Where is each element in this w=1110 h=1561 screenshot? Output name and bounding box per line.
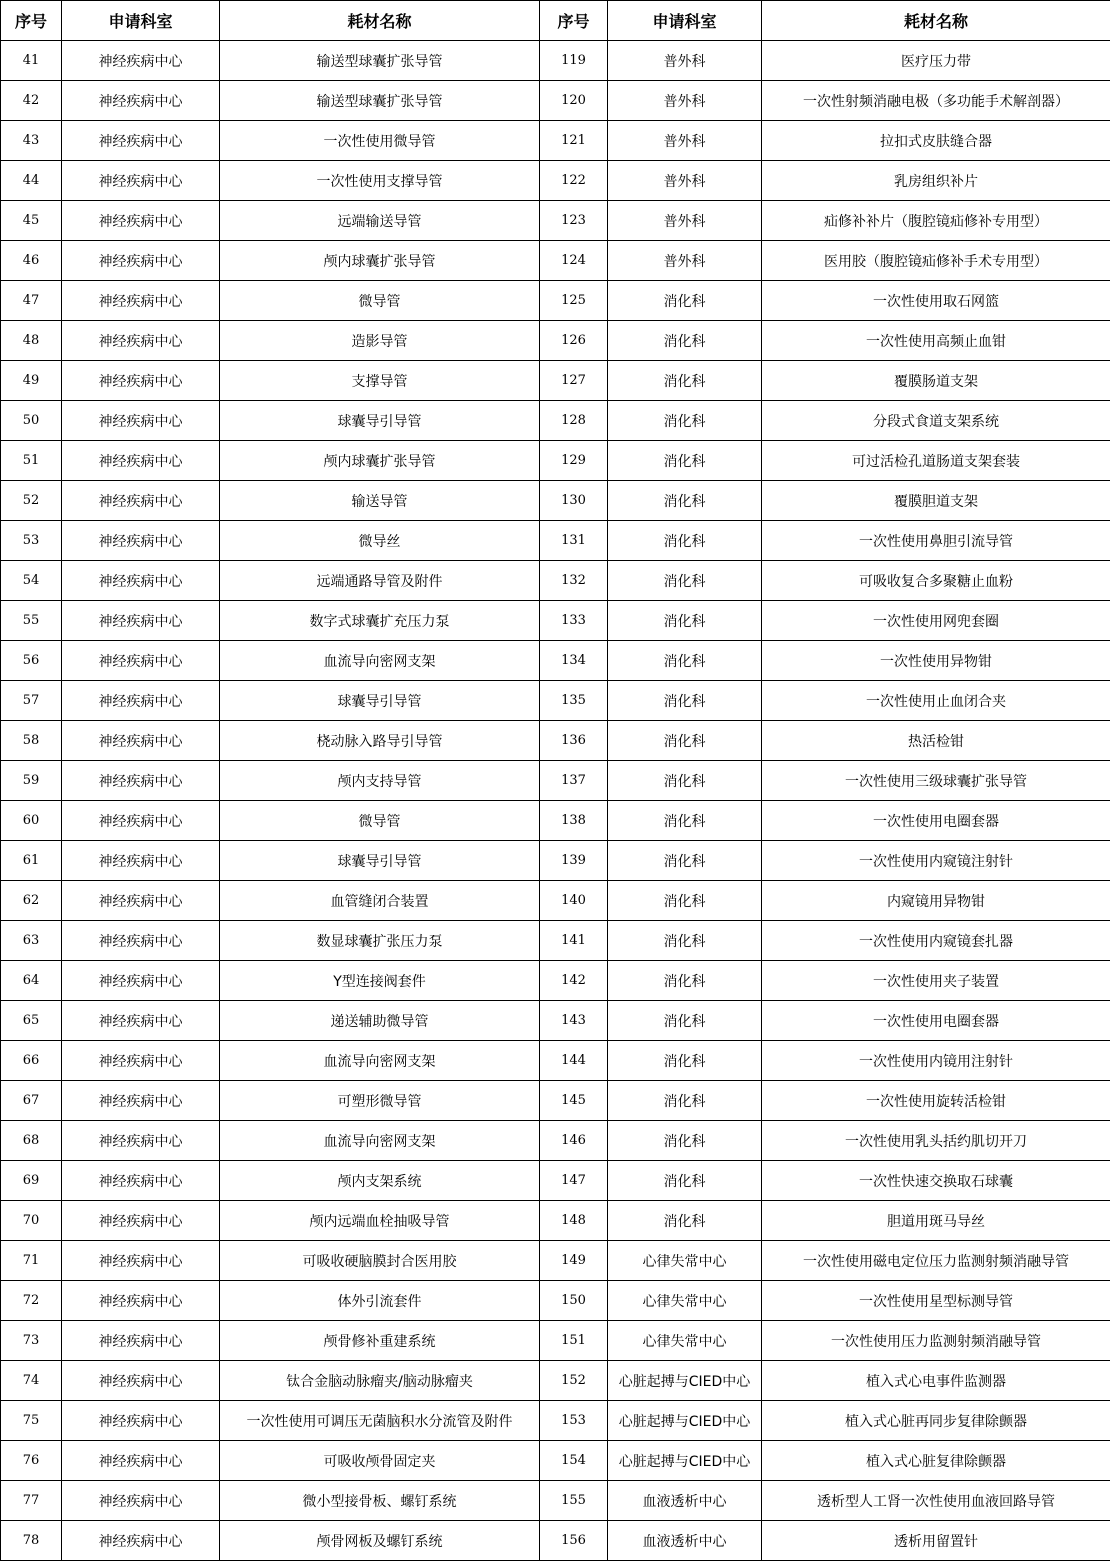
cell-seq-right: 150 xyxy=(540,1281,608,1321)
table-row xyxy=(1,761,1110,801)
table-row xyxy=(1,1161,1110,1201)
table-row xyxy=(1,401,1110,441)
cell-seq-left: 71 xyxy=(1,1241,62,1281)
table-row xyxy=(1,241,1110,281)
cell-dept-right: 消化科 xyxy=(608,401,762,441)
cell-seq-left: 76 xyxy=(1,1441,62,1481)
header-row xyxy=(1,1,1110,41)
cell-seq-right: 151 xyxy=(540,1321,608,1361)
cell-seq-left: 69 xyxy=(1,1161,62,1201)
cell-seq-right: 135 xyxy=(540,681,608,721)
table-row xyxy=(1,881,1110,921)
table-row xyxy=(1,1321,1110,1361)
cell-dept-right: 消化科 xyxy=(608,1041,762,1081)
cell-dept-right: 消化科 xyxy=(608,1201,762,1241)
table-row xyxy=(1,201,1110,241)
cell-dept-right: 消化科 xyxy=(608,801,762,841)
cell-dept-right: 消化科 xyxy=(608,321,762,361)
cell-dept-left: 神经疾病中心 xyxy=(62,1161,220,1201)
cell-item-left: 造影导管 xyxy=(220,321,540,361)
cell-item-left: 输送型球囊扩张导管 xyxy=(220,41,540,81)
cell-item-left: 一次性使用支撑导管 xyxy=(220,161,540,201)
cell-item-left: Y型连接阀套件 xyxy=(220,961,540,1001)
cell-seq-left: 57 xyxy=(1,681,62,721)
cell-dept-left: 神经疾病中心 xyxy=(62,921,220,961)
cell-seq-left: 78 xyxy=(1,1521,62,1561)
cell-dept-right: 普外科 xyxy=(608,121,762,161)
cell-dept-left: 神经疾病中心 xyxy=(62,81,220,121)
cell-item-left: 一次性使用微导管 xyxy=(220,121,540,161)
cell-dept-right: 心律失常中心 xyxy=(608,1321,762,1361)
cell-item-right: 一次性使用止血闭合夹 xyxy=(762,681,1110,721)
cell-dept-left: 神经疾病中心 xyxy=(62,881,220,921)
cell-seq-left: 61 xyxy=(1,841,62,881)
cell-dept-left: 神经疾病中心 xyxy=(62,281,220,321)
cell-item-right: 胆道用斑马导丝 xyxy=(762,1201,1110,1241)
table-row xyxy=(1,1441,1110,1481)
cell-item-right: 热活检钳 xyxy=(762,721,1110,761)
cell-seq-right: 134 xyxy=(540,641,608,681)
cell-dept-left: 神经疾病中心 xyxy=(62,121,220,161)
cell-seq-left: 48 xyxy=(1,321,62,361)
cell-item-left: 颅内支架系统 xyxy=(220,1161,540,1201)
cell-item-left: 可塑形微导管 xyxy=(220,1081,540,1121)
table-row xyxy=(1,321,1110,361)
cell-seq-right: 120 xyxy=(540,81,608,121)
cell-item-right: 一次性使用磁电定位压力监测射频消融导管 xyxy=(762,1241,1110,1281)
cell-dept-left: 神经疾病中心 xyxy=(62,601,220,641)
cell-seq-left: 64 xyxy=(1,961,62,1001)
table-body xyxy=(1,41,1110,1561)
cell-item-right: 覆膜胆道支架 xyxy=(762,481,1110,521)
cell-dept-right: 心律失常中心 xyxy=(608,1241,762,1281)
cell-item-right: 一次性使用内镜用注射针 xyxy=(762,1041,1110,1081)
cell-seq-right: 121 xyxy=(540,121,608,161)
cell-item-left: 可吸收颅骨固定夹 xyxy=(220,1441,540,1481)
cell-seq-left: 52 xyxy=(1,481,62,521)
cell-item-right: 疝修补补片（腹腔镜疝修补专用型） xyxy=(762,201,1110,241)
cell-item-left: 血流导向密网支架 xyxy=(220,1041,540,1081)
cell-seq-left: 56 xyxy=(1,641,62,681)
cell-dept-left: 神经疾病中心 xyxy=(62,481,220,521)
cell-dept-right: 消化科 xyxy=(608,921,762,961)
table-row xyxy=(1,721,1110,761)
cell-item-left: 颅骨网板及螺钉系统 xyxy=(220,1521,540,1561)
table-row xyxy=(1,1401,1110,1441)
cell-item-left: 血流导向密网支架 xyxy=(220,1121,540,1161)
cell-seq-left: 59 xyxy=(1,761,62,801)
cell-item-right: 一次性使用异物钳 xyxy=(762,641,1110,681)
cell-seq-right: 125 xyxy=(540,281,608,321)
cell-seq-right: 131 xyxy=(540,521,608,561)
cell-dept-left: 神经疾病中心 xyxy=(62,841,220,881)
header-item-right: 耗材名称 xyxy=(762,1,1110,41)
cell-seq-right: 132 xyxy=(540,561,608,601)
cell-dept-right: 普外科 xyxy=(608,81,762,121)
cell-item-left: 钛合金脑动脉瘤夹/脑动脉瘤夹 xyxy=(220,1361,540,1401)
cell-item-right: 一次性使用三级球囊扩张导管 xyxy=(762,761,1110,801)
cell-seq-right: 153 xyxy=(540,1401,608,1441)
cell-item-left: 输送导管 xyxy=(220,481,540,521)
cell-seq-left: 62 xyxy=(1,881,62,921)
cell-item-right: 一次性使用网兜套圈 xyxy=(762,601,1110,641)
header-seq-left: 序号 xyxy=(1,1,62,41)
cell-dept-right: 消化科 xyxy=(608,961,762,1001)
cell-dept-left: 神经疾病中心 xyxy=(62,1401,220,1441)
cell-dept-left: 神经疾病中心 xyxy=(62,201,220,241)
table-row xyxy=(1,121,1110,161)
cell-dept-right: 血液透析中心 xyxy=(608,1481,762,1521)
cell-item-left: 远端输送导管 xyxy=(220,201,540,241)
cell-dept-left: 神经疾病中心 xyxy=(62,1361,220,1401)
table-row xyxy=(1,801,1110,841)
header-item-left: 耗材名称 xyxy=(220,1,540,41)
cell-seq-left: 45 xyxy=(1,201,62,241)
cell-dept-right: 消化科 xyxy=(608,761,762,801)
cell-item-left: 颅内球囊扩张导管 xyxy=(220,441,540,481)
cell-item-left: 远端通路导管及附件 xyxy=(220,561,540,601)
cell-seq-right: 149 xyxy=(540,1241,608,1281)
cell-seq-left: 55 xyxy=(1,601,62,641)
cell-seq-left: 77 xyxy=(1,1481,62,1521)
cell-item-left: 血管缝闭合装置 xyxy=(220,881,540,921)
cell-dept-left: 神经疾病中心 xyxy=(62,321,220,361)
table-row xyxy=(1,481,1110,521)
cell-item-right: 覆膜肠道支架 xyxy=(762,361,1110,401)
cell-dept-left: 神经疾病中心 xyxy=(62,801,220,841)
cell-dept-left: 神经疾病中心 xyxy=(62,1001,220,1041)
cell-item-right: 内窥镜用异物钳 xyxy=(762,881,1110,921)
cell-seq-right: 140 xyxy=(540,881,608,921)
cell-dept-right: 心律失常中心 xyxy=(608,1281,762,1321)
table-row xyxy=(1,281,1110,321)
cell-dept-left: 神经疾病中心 xyxy=(62,1241,220,1281)
cell-dept-left: 神经疾病中心 xyxy=(62,721,220,761)
cell-item-left: 微导丝 xyxy=(220,521,540,561)
table-row xyxy=(1,161,1110,201)
cell-dept-right: 心脏起搏与CIED中心 xyxy=(608,1361,762,1401)
cell-seq-right: 156 xyxy=(540,1521,608,1561)
cell-dept-right: 消化科 xyxy=(608,1161,762,1201)
cell-seq-left: 60 xyxy=(1,801,62,841)
cell-dept-right: 消化科 xyxy=(608,1121,762,1161)
cell-item-left: 微小型接骨板、螺钉系统 xyxy=(220,1481,540,1521)
cell-dept-right: 普外科 xyxy=(608,41,762,81)
cell-item-right: 拉扣式皮肤缝合器 xyxy=(762,121,1110,161)
cell-dept-right: 心脏起搏与CIED中心 xyxy=(608,1401,762,1441)
cell-dept-right: 普外科 xyxy=(608,161,762,201)
cell-dept-left: 神经疾病中心 xyxy=(62,1321,220,1361)
cell-seq-left: 54 xyxy=(1,561,62,601)
header-dept-right: 申请科室 xyxy=(608,1,762,41)
cell-item-left: 体外引流套件 xyxy=(220,1281,540,1321)
cell-dept-left: 神经疾病中心 xyxy=(62,441,220,481)
cell-dept-left: 神经疾病中心 xyxy=(62,1201,220,1241)
cell-item-right: 医疗压力带 xyxy=(762,41,1110,81)
cell-dept-right: 消化科 xyxy=(608,521,762,561)
cell-item-left: 微导管 xyxy=(220,281,540,321)
table-row xyxy=(1,641,1110,681)
cell-item-right: 一次性使用取石网篮 xyxy=(762,281,1110,321)
cell-seq-right: 147 xyxy=(540,1161,608,1201)
cell-seq-left: 44 xyxy=(1,161,62,201)
cell-item-left: 支撑导管 xyxy=(220,361,540,401)
cell-seq-right: 144 xyxy=(540,1041,608,1081)
cell-seq-left: 49 xyxy=(1,361,62,401)
table-row xyxy=(1,961,1110,1001)
cell-item-right: 一次性使用星型标测导管 xyxy=(762,1281,1110,1321)
cell-seq-right: 130 xyxy=(540,481,608,521)
cell-item-right: 一次性射频消融电极（多功能手术解剖器） xyxy=(762,81,1110,121)
cell-dept-left: 神经疾病中心 xyxy=(62,681,220,721)
cell-seq-left: 58 xyxy=(1,721,62,761)
cell-item-right: 植入式心脏复律除颤器 xyxy=(762,1441,1110,1481)
cell-dept-right: 普外科 xyxy=(608,201,762,241)
cell-item-left: 球囊导引导管 xyxy=(220,401,540,441)
cell-dept-right: 血液透析中心 xyxy=(608,1521,762,1561)
cell-seq-left: 47 xyxy=(1,281,62,321)
cell-dept-left: 神经疾病中心 xyxy=(62,401,220,441)
cell-seq-left: 67 xyxy=(1,1081,62,1121)
table-row xyxy=(1,1361,1110,1401)
cell-seq-left: 74 xyxy=(1,1361,62,1401)
table-row xyxy=(1,681,1110,721)
cell-item-right: 一次性使用内窥镜套扎器 xyxy=(762,921,1110,961)
cell-seq-right: 123 xyxy=(540,201,608,241)
cell-seq-right: 136 xyxy=(540,721,608,761)
table-row xyxy=(1,1281,1110,1321)
cell-seq-left: 50 xyxy=(1,401,62,441)
cell-item-left: 桡动脉入路导引导管 xyxy=(220,721,540,761)
cell-item-right: 一次性使用鼻胆引流导管 xyxy=(762,521,1110,561)
cell-item-left: 颅内球囊扩张导管 xyxy=(220,241,540,281)
cell-seq-right: 139 xyxy=(540,841,608,881)
cell-dept-right: 心脏起搏与CIED中心 xyxy=(608,1441,762,1481)
cell-dept-left: 神经疾病中心 xyxy=(62,161,220,201)
table-row xyxy=(1,1521,1110,1561)
cell-seq-left: 51 xyxy=(1,441,62,481)
cell-dept-left: 神经疾病中心 xyxy=(62,1041,220,1081)
cell-item-right: 一次性使用压力监测射频消融导管 xyxy=(762,1321,1110,1361)
cell-dept-left: 神经疾病中心 xyxy=(62,961,220,1001)
cell-item-right: 可过活检孔道肠道支架套装 xyxy=(762,441,1110,481)
table-row xyxy=(1,841,1110,881)
cell-dept-left: 神经疾病中心 xyxy=(62,241,220,281)
header-seq-right: 序号 xyxy=(540,1,608,41)
cell-seq-left: 70 xyxy=(1,1201,62,1241)
table-row xyxy=(1,1481,1110,1521)
cell-seq-right: 152 xyxy=(540,1361,608,1401)
cell-item-right: 一次性使用乳头括约肌切开刀 xyxy=(762,1121,1110,1161)
cell-seq-right: 126 xyxy=(540,321,608,361)
table-row xyxy=(1,1121,1110,1161)
cell-dept-right: 消化科 xyxy=(608,641,762,681)
cell-item-right: 乳房组织补片 xyxy=(762,161,1110,201)
table-row xyxy=(1,81,1110,121)
table-row xyxy=(1,561,1110,601)
cell-item-right: 一次性使用旋转活检钳 xyxy=(762,1081,1110,1121)
cell-item-left: 颅内支持导管 xyxy=(220,761,540,801)
cell-dept-left: 神经疾病中心 xyxy=(62,1521,220,1561)
cell-item-right: 分段式食道支架系统 xyxy=(762,401,1110,441)
cell-dept-right: 消化科 xyxy=(608,441,762,481)
table-row xyxy=(1,441,1110,481)
cell-seq-left: 41 xyxy=(1,41,62,81)
cell-seq-right: 128 xyxy=(540,401,608,441)
cell-item-left: 球囊导引导管 xyxy=(220,681,540,721)
cell-dept-left: 神经疾病中心 xyxy=(62,561,220,601)
cell-item-right: 透析用留置针 xyxy=(762,1521,1110,1561)
cell-seq-left: 43 xyxy=(1,121,62,161)
table-row xyxy=(1,361,1110,401)
cell-dept-right: 消化科 xyxy=(608,721,762,761)
cell-dept-left: 神经疾病中心 xyxy=(62,41,220,81)
cell-item-left: 血流导向密网支架 xyxy=(220,641,540,681)
cell-seq-left: 75 xyxy=(1,1401,62,1441)
cell-seq-left: 65 xyxy=(1,1001,62,1041)
cell-seq-right: 119 xyxy=(540,41,608,81)
cell-seq-left: 73 xyxy=(1,1321,62,1361)
table-row xyxy=(1,41,1110,81)
cell-dept-right: 消化科 xyxy=(608,561,762,601)
cell-seq-right: 154 xyxy=(540,1441,608,1481)
cell-item-right: 一次性快速交换取石球囊 xyxy=(762,1161,1110,1201)
cell-item-left: 颅骨修补重建系统 xyxy=(220,1321,540,1361)
cell-dept-right: 普外科 xyxy=(608,241,762,281)
cell-dept-left: 神经疾病中心 xyxy=(62,1081,220,1121)
table-row xyxy=(1,921,1110,961)
cell-dept-right: 消化科 xyxy=(608,601,762,641)
cell-item-right: 可吸收复合多聚糖止血粉 xyxy=(762,561,1110,601)
cell-dept-right: 消化科 xyxy=(608,881,762,921)
cell-seq-right: 133 xyxy=(540,601,608,641)
cell-dept-left: 神经疾病中心 xyxy=(62,361,220,401)
cell-seq-right: 143 xyxy=(540,1001,608,1041)
cell-item-left: 球囊导引导管 xyxy=(220,841,540,881)
cell-seq-right: 138 xyxy=(540,801,608,841)
cell-dept-right: 消化科 xyxy=(608,681,762,721)
table-row xyxy=(1,1081,1110,1121)
cell-item-right: 一次性使用电圈套器 xyxy=(762,801,1110,841)
cell-item-right: 植入式心脏再同步复律除颤器 xyxy=(762,1401,1110,1441)
cell-seq-right: 148 xyxy=(540,1201,608,1241)
cell-dept-left: 神经疾病中心 xyxy=(62,1441,220,1481)
cell-dept-left: 神经疾病中心 xyxy=(62,761,220,801)
cell-dept-right: 消化科 xyxy=(608,281,762,321)
cell-item-left: 输送型球囊扩张导管 xyxy=(220,81,540,121)
cell-seq-right: 122 xyxy=(540,161,608,201)
table-row xyxy=(1,601,1110,641)
table-row xyxy=(1,1201,1110,1241)
cell-item-left: 颅内远端血栓抽吸导管 xyxy=(220,1201,540,1241)
cell-item-left: 微导管 xyxy=(220,801,540,841)
cell-seq-right: 145 xyxy=(540,1081,608,1121)
cell-dept-right: 消化科 xyxy=(608,1001,762,1041)
cell-dept-left: 神经疾病中心 xyxy=(62,641,220,681)
cell-item-left: 数显球囊扩张压力泵 xyxy=(220,921,540,961)
cell-seq-left: 63 xyxy=(1,921,62,961)
cell-dept-right: 消化科 xyxy=(608,481,762,521)
table-header xyxy=(1,1,1110,41)
cell-dept-left: 神经疾病中心 xyxy=(62,521,220,561)
cell-item-right: 一次性使用高频止血钳 xyxy=(762,321,1110,361)
table-row xyxy=(1,1041,1110,1081)
cell-seq-right: 129 xyxy=(540,441,608,481)
table-row xyxy=(1,1001,1110,1041)
cell-seq-right: 141 xyxy=(540,921,608,961)
cell-dept-left: 神经疾病中心 xyxy=(62,1281,220,1321)
cell-item-left: 一次性使用可调压无菌脑积水分流管及附件 xyxy=(220,1401,540,1441)
cell-seq-left: 66 xyxy=(1,1041,62,1081)
header-dept-left: 申请科室 xyxy=(62,1,220,41)
table-row xyxy=(1,521,1110,561)
cell-dept-right: 消化科 xyxy=(608,1081,762,1121)
table-row xyxy=(1,1241,1110,1281)
cell-item-right: 一次性使用电圈套器 xyxy=(762,1001,1110,1041)
cell-dept-left: 神经疾病中心 xyxy=(62,1121,220,1161)
cell-dept-left: 神经疾病中心 xyxy=(62,1481,220,1521)
cell-item-right: 一次性使用夹子装置 xyxy=(762,961,1110,1001)
cell-seq-left: 53 xyxy=(1,521,62,561)
cell-seq-right: 155 xyxy=(540,1481,608,1521)
cell-item-left: 可吸收硬脑膜封合医用胶 xyxy=(220,1241,540,1281)
cell-item-right: 植入式心电事件监测器 xyxy=(762,1361,1110,1401)
cell-seq-right: 146 xyxy=(540,1121,608,1161)
cell-item-left: 递送辅助微导管 xyxy=(220,1001,540,1041)
cell-seq-right: 124 xyxy=(540,241,608,281)
cell-seq-left: 42 xyxy=(1,81,62,121)
cell-dept-right: 消化科 xyxy=(608,361,762,401)
cell-seq-right: 127 xyxy=(540,361,608,401)
cell-dept-right: 消化科 xyxy=(608,841,762,881)
cell-item-left: 数字式球囊扩充压力泵 xyxy=(220,601,540,641)
cell-seq-right: 142 xyxy=(540,961,608,1001)
cell-seq-right: 137 xyxy=(540,761,608,801)
cell-item-right: 一次性使用内窥镜注射针 xyxy=(762,841,1110,881)
cell-item-right: 透析型人工肾一次性使用血液回路导管 xyxy=(762,1481,1110,1521)
cell-seq-left: 46 xyxy=(1,241,62,281)
cell-seq-left: 68 xyxy=(1,1121,62,1161)
cell-seq-left: 72 xyxy=(1,1281,62,1321)
cell-item-right: 医用胶（腹腔镜疝修补手术专用型） xyxy=(762,241,1110,281)
